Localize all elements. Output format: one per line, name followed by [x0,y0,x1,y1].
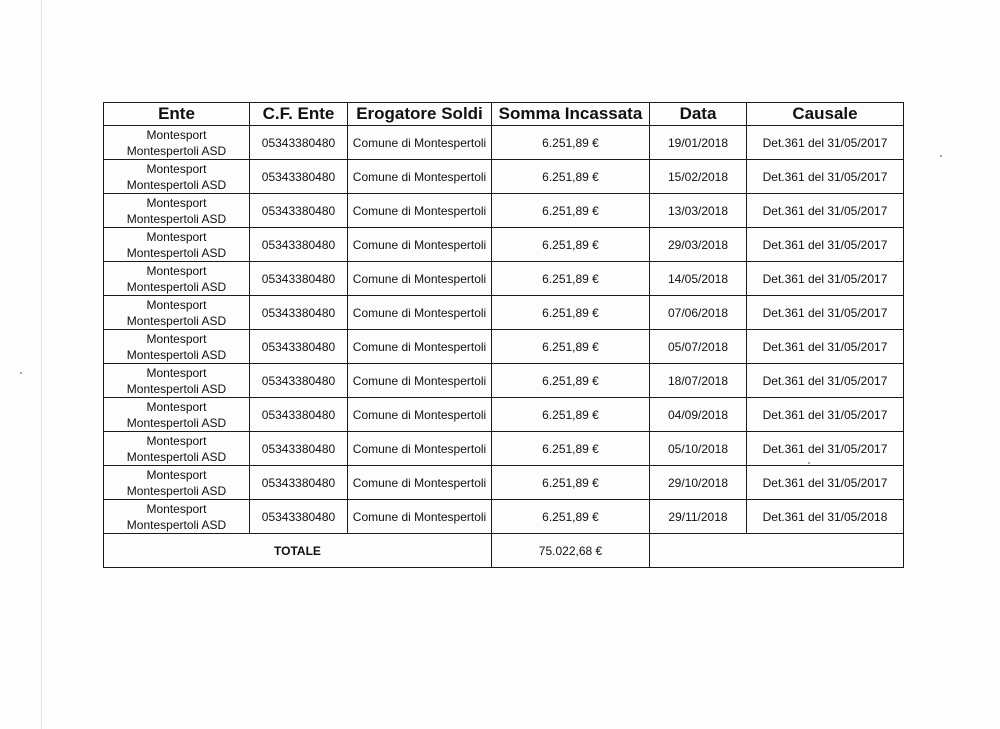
cell-somma: 6.251,89 € [492,160,650,194]
header-ente: Ente [104,103,250,126]
ente-name-line2: Montespertoli ASD [126,211,227,226]
table-row [104,228,904,262]
cell-causale: Det.361 del 31/05/2018 [747,500,904,534]
cell-erogatore: Comune di Montespertoli [348,330,492,364]
ente-name-line1: Montesport [146,467,207,482]
cell-data: 04/09/2018 [650,398,747,432]
cell-data: 05/07/2018 [650,330,747,364]
cell-data: 07/06/2018 [650,296,747,330]
table-row [104,500,904,534]
ente-name-line1: Montesport [146,297,207,312]
total-blank-space [650,534,904,568]
cell-somma: 6.251,89 € [492,500,650,534]
cell-ente [104,330,250,364]
cell-erogatore: Comune di Montespertoli [348,466,492,500]
cell-ente [104,160,250,194]
table-row [104,398,904,432]
cell-causale: Det.361 del 31/05/2017 [747,364,904,398]
ente-name-line2: Montespertoli ASD [126,483,227,498]
header-erogatore: Erogatore Soldi [348,103,492,126]
table-row [104,160,904,194]
ente-name-line2: Montespertoli ASD [126,245,227,260]
ente-name-line2: Montespertoli ASD [126,449,227,464]
ente-name-line1: Montesport [146,127,207,142]
cell-erogatore: Comune di Montespertoli [348,262,492,296]
total-value: 75.022,68 € [492,534,650,568]
cell-somma: 6.251,89 € [492,398,650,432]
table-row [104,466,904,500]
cell-ente [104,364,250,398]
header-data: Data [650,103,747,126]
ente-name-line2: Montespertoli ASD [126,347,227,362]
cell-cf-ente: 05343380480 [250,398,348,432]
cell-causale: Det.361 del 31/05/2017 [747,296,904,330]
scan-speck [940,155,942,157]
header-somma: Somma Incassata [492,103,650,126]
cell-erogatore: Comune di Montespertoli [348,432,492,466]
total-label: TOTALE [104,534,492,568]
cell-cf-ente: 05343380480 [250,364,348,398]
ente-name-line1: Montesport [146,229,207,244]
ente-name-line2: Montespertoli ASD [126,313,227,328]
cell-causale: Det.361 del 31/05/2017 [747,262,904,296]
cell-erogatore: Comune di Montespertoli [348,296,492,330]
ente-name-line1: Montesport [146,195,207,210]
cell-ente [104,500,250,534]
cell-data: 29/10/2018 [650,466,747,500]
scan-speck [20,372,22,374]
table-row [104,330,904,364]
ente-name-line2: Montespertoli ASD [126,177,227,192]
cell-data: 13/03/2018 [650,194,747,228]
cell-somma: 6.251,89 € [492,364,650,398]
cell-causale: Det.361 del 31/05/2017 [747,228,904,262]
table-row [104,432,904,466]
cell-cf-ente: 05343380480 [250,262,348,296]
scan-speck [808,462,810,464]
cell-cf-ente: 05343380480 [250,160,348,194]
ente-name-line1: Montesport [146,365,207,380]
cell-data: 29/11/2018 [650,500,747,534]
cell-ente [104,262,250,296]
header-causale: Causale [747,103,904,126]
cell-somma: 6.251,89 € [492,194,650,228]
ente-name-line2: Montespertoli ASD [126,143,227,158]
header-cf-ente: C.F. Ente [250,103,348,126]
cell-erogatore: Comune di Montespertoli [348,500,492,534]
cell-cf-ente: 05343380480 [250,296,348,330]
cell-causale: Det.361 del 31/05/2017 [747,194,904,228]
table-row [104,126,904,160]
cell-cf-ente: 05343380480 [250,126,348,160]
cell-somma: 6.251,89 € [492,466,650,500]
cell-causale: Det.361 del 31/05/2017 [747,432,904,466]
cell-erogatore: Comune di Montespertoli [348,364,492,398]
cell-data: 29/03/2018 [650,228,747,262]
cell-somma: 6.251,89 € [492,432,650,466]
cell-somma: 6.251,89 € [492,126,650,160]
cell-causale: Det.361 del 31/05/2017 [747,466,904,500]
cell-data: 19/01/2018 [650,126,747,160]
ente-name-line1: Montesport [146,433,207,448]
cell-erogatore: Comune di Montespertoli [348,160,492,194]
cell-data: 15/02/2018 [650,160,747,194]
cell-cf-ente: 05343380480 [250,500,348,534]
cell-cf-ente: 05343380480 [250,330,348,364]
ente-name-line1: Montesport [146,161,207,176]
cell-somma: 6.251,89 € [492,228,650,262]
payments-table [103,102,904,568]
cell-erogatore: Comune di Montespertoli [348,126,492,160]
ente-name-line1: Montesport [146,399,207,414]
cell-causale: Det.361 del 31/05/2017 [747,330,904,364]
cell-causale: Det.361 del 31/05/2017 [747,160,904,194]
cell-somma: 6.251,89 € [492,296,650,330]
cell-ente [104,126,250,160]
ente-name-line2: Montespertoli ASD [126,279,227,294]
cell-cf-ente: 05343380480 [250,432,348,466]
table-row [104,194,904,228]
table-row [104,262,904,296]
cell-ente [104,466,250,500]
scan-edge-line [41,0,42,729]
table-row [104,364,904,398]
cell-data: 18/07/2018 [650,364,747,398]
cell-data: 05/10/2018 [650,432,747,466]
ente-name-line1: Montesport [146,331,207,346]
cell-cf-ente: 05343380480 [250,228,348,262]
ente-name-line2: Montespertoli ASD [126,381,227,396]
cell-cf-ente: 05343380480 [250,194,348,228]
cell-erogatore: Comune di Montespertoli [348,398,492,432]
cell-erogatore: Comune di Montespertoli [348,194,492,228]
cell-ente [104,296,250,330]
ente-name-line1: Montesport [146,501,207,516]
ente-name-line1: Montesport [146,263,207,278]
cell-ente [104,228,250,262]
cell-data: 14/05/2018 [650,262,747,296]
header-row [104,103,904,126]
cell-erogatore: Comune di Montespertoli [348,228,492,262]
cell-ente [104,398,250,432]
cell-somma: 6.251,89 € [492,262,650,296]
cell-causale: Det.361 del 31/05/2017 [747,398,904,432]
table-row [104,296,904,330]
cell-ente [104,194,250,228]
cell-causale: Det.361 del 31/05/2017 [747,126,904,160]
ente-name-line2: Montespertoli ASD [126,517,227,532]
total-row [104,534,904,568]
cell-cf-ente: 05343380480 [250,466,348,500]
cell-somma: 6.251,89 € [492,330,650,364]
ente-name-line2: Montespertoli ASD [126,415,227,430]
cell-ente [104,432,250,466]
